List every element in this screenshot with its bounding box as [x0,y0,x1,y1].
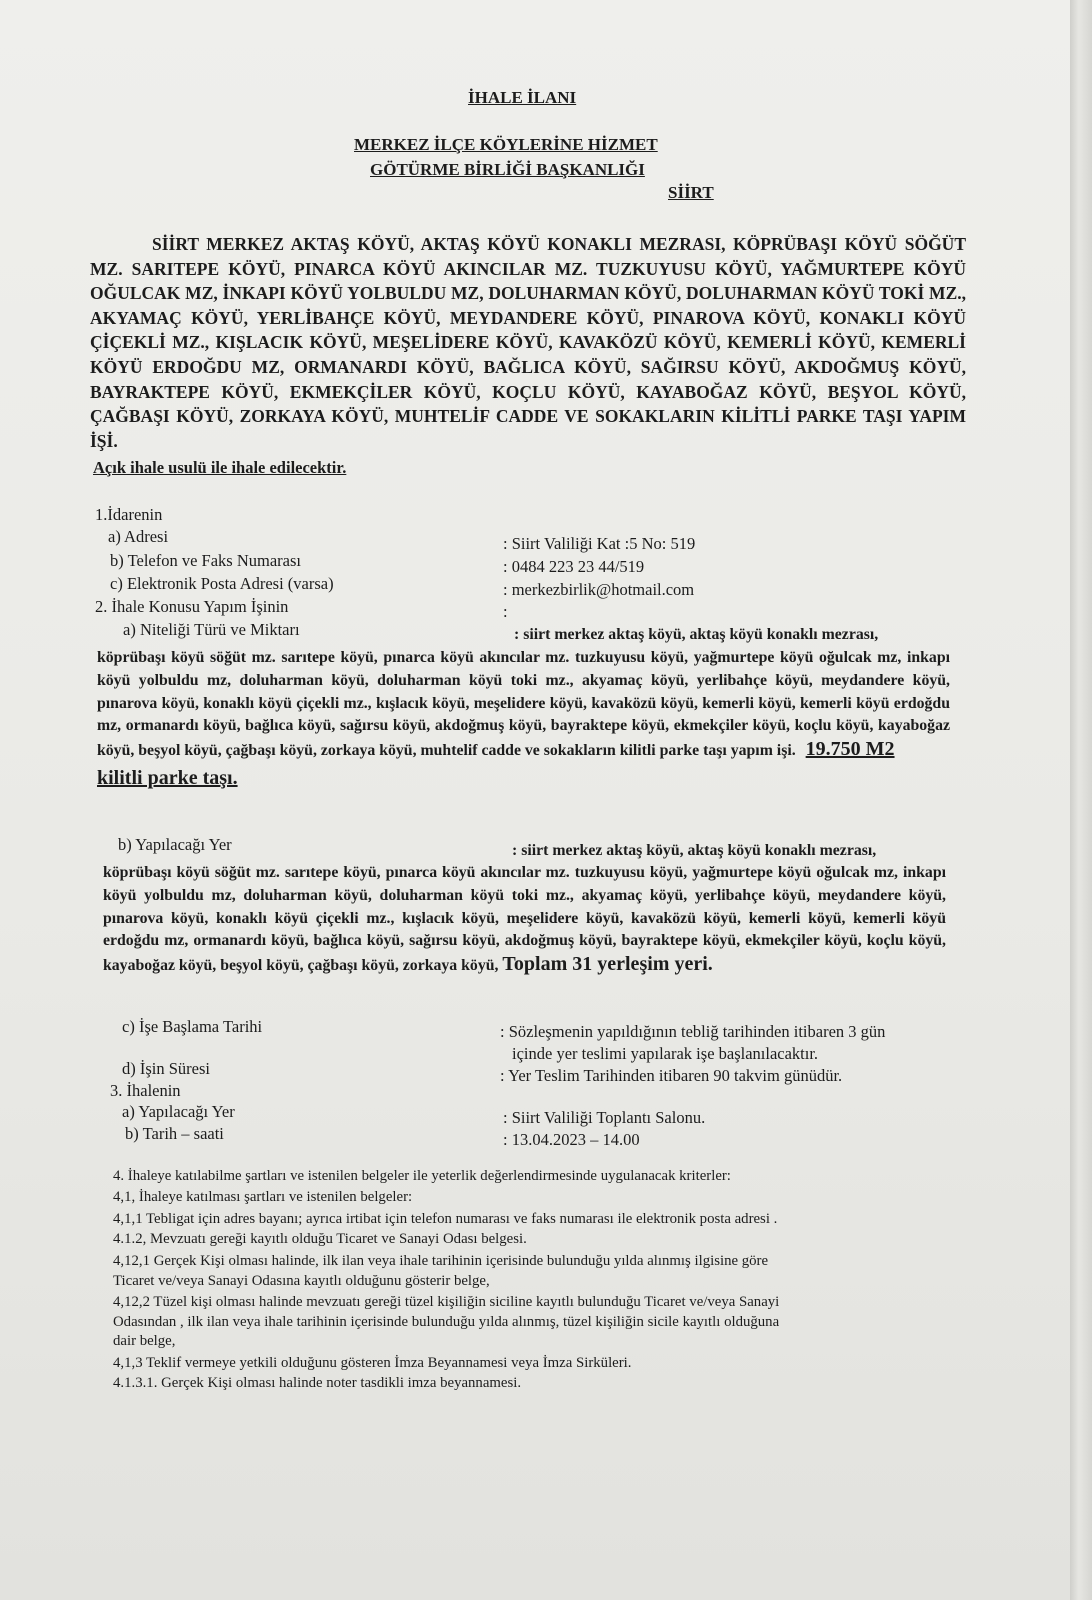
phone-value: : 0484 223 23 44/519 [503,557,645,576]
criteria-line: 4,1,1 Tebligat için adres bayanı; ayrıca irtibat için telefon numarası ve faks numarası ile elektronik posta adresi . [113,1211,778,1227]
yer-first-line: : siirt merkez aktaş köyü, aktaş köyü konaklı mezrası, [512,842,877,859]
address-value: : Siirt Valiliği Kat :5 No: 519 [503,534,696,553]
email-value: : merkezbirlik@hotmail.com [503,580,695,599]
ihale-yer-label: a) Yapılacağı Yer [122,1102,235,1121]
phone-label: b) Telefon ve Faks Numarası [110,551,301,570]
nitelik-label: a) Niteliği Türü ve Miktarı [123,620,300,639]
nitelik-first-line: : siirt merkez aktaş köyü, aktaş köyü konaklı mezrası, [514,626,879,643]
section-ihale-heading: 3. İhalenin [110,1081,181,1100]
nitelik-amount: 19.750 M2 [805,738,895,761]
section-konu-colon: : [503,602,508,621]
organization-city: SİİRT [668,183,714,202]
address-label: a) Adresi [108,527,169,546]
ihale-tarih-value: : 13.04.2023 – 14.00 [503,1130,640,1149]
organization-line-1: MERKEZ İLÇE KÖYLERİNE HİZMET [354,135,658,154]
yer-label: b) Yapılacağı Yer [118,835,232,854]
sure-label: d) İşin Süresi [122,1059,210,1078]
sure-value: : Yer Teslim Tarihinden itibaren 90 takvim günüdür. [500,1066,843,1085]
criteria-line: 4,12,2 Tüzel kişi olması halinde mevzuatı gereği tüzel kişiliğin siciline kayıtlı bulunduğu Ticaret ve/veya Sanayi [113,1294,780,1310]
baslama-value-line1: : Sözleşmenin yapıldığının tebliğ tarihinden itibaren 3 gün [500,1022,886,1041]
organization-line-2: GÖTÜRME BİRLİĞİ BAŞKANLIĞI [370,160,645,179]
criteria-line: 4. İhaleye katılabilme şartları ve istenilen belgeler ile yeterlik değerlendirmesinde uygulanacak kriterler: [113,1168,731,1184]
ihale-yer-value: : Siirt Valiliği Toplantı Salonu. [503,1108,706,1127]
baslama-label: c) İşe Başlama Tarihi [122,1017,263,1036]
criteria-line: Ticaret ve/veya Sanayi Odasına kayıtlı olduğunu gösterir belge, [113,1273,490,1289]
section-konu-heading: 2. İhale Konusu Yapım İşinin [95,597,289,616]
ihale-tarih-label: b) Tarih – saati [125,1124,224,1143]
criteria-line: 4.1.3.1. Gerçek Kişi olması halinde noter tasdikli imza beyannamesi. [113,1375,522,1391]
section-idare-heading: 1.İdarenin [95,505,163,524]
criteria-line: 4,1,3 Teklif vermeye yetkili olduğunu gösteren İmza Beyannamesi veya İmza Sirküleri. [113,1355,632,1371]
tender-subject: SİİRT MERKEZ AKTAŞ KÖYÜ, AKTAŞ KÖYÜ KONAKLI MEZRASI, KÖPRÜBAŞI KÖYÜ SÖĞÜT MZ. SARITEPE KÖYÜ, PINARCA KÖYÜ AKINCILAR MZ. TUZKUYUSU KÖYÜ, YAĞMURTEPE KÖYÜ OĞULCAK MZ, İNKAPI KÖYÜ YOLBULDU MZ, DOLUHARMAN KÖYÜ, DOLUHARMAN KÖYÜ TOKİ MZ., AKYAMAÇ KÖYÜ, YERLİBAHÇE KÖYÜ, MEYDANDERE KÖYÜ, PINAROVA KÖYÜ, KONAKLI KÖYÜ ÇİÇEKLİ MZ., KIŞLACIK KÖYÜ, MEŞELİDERE KÖYÜ, KAVAKÖZÜ KÖYÜ, KEMERLİ KÖYÜ, KEMERLİ KÖYÜ ERDOĞDU MZ, ORMANARDI KÖYÜ, BAĞLICA KÖYÜ, SAĞIRSU KÖYÜ, AKDOĞMUŞ KÖYÜ, BAYRAKTEPE KÖYÜ, EKMEKÇİLER KÖYÜ, KOÇLU KÖYÜ, KAYABOĞAZ KÖYÜ, BEŞYOL KÖYÜ, ÇAĞBAŞI KÖYÜ, ZORKAYA KÖYÜ, MUHTELİF CADDE VE SOKAKLARIN KİLİTLİ PARKE TAŞI YAPIM İŞİ. [90,234,966,451]
tender-method: Açık ihale usulü ile ihale edilecektir. [93,458,347,477]
document-title: İHALE İLANI [468,88,577,107]
yer-total: Toplam 31 yerleşim yeri. [502,953,713,976]
baslama-value-line2: içinde yer teslimi yapılarak işe başlanılacaktır. [512,1044,819,1063]
nitelik-text: köprübaşı köyü söğüt mz. sarıtepe köyü, pınarca köyü akıncılar mz. tuzkuyusu köyü, yağmurtepe köyü oğulcak mz, inkapı köyü yolbuldu mz, doluharman köyü, doluharman köyü toki mz., akyamaç köyü, yerlibahçe köyü, meydandere köyü, pınarova köyü, konaklı köyü çiçekli mz., kışlacık köyü, meşelidere köyü, kavaközü köyü, kemerli köyü, kemerli köyü erdoğdu mz, ormanardı köyü, bağlıca köyü, sağırsu köyü, akdoğmuş köyü, bayraktepe köyü, ekmekçiler köyü, koçlu köyü, kayaboğaz köyü, beşyol köyü, çağbaşı köyü, zorkaya köyü, muhtelif cadde ve sokakların kilitli parke taşı yapım işi. 19.750 M2 kilitli parke taşı. [97,649,950,789]
criteria-line: dair belge, [113,1333,176,1349]
criteria-line: 4.1.2, Mevzuatı gereği kayıtlı olduğu Ticaret ve Sanayi Odası belgesi. [113,1231,527,1247]
criteria-line: 4,1, İhaleye katılması şartları ve istenilen belgeler: [113,1189,413,1205]
nitelik-amount-tail: kilitli parke taşı. [97,766,238,789]
email-label: c) Elektronik Posta Adresi (varsa) [110,574,334,593]
criteria-line: Odasından , ilk ilan veya ihale tarihinin içerisinde bulunduğu yılda alınmış, tüzel kişiliğin sicile kayıtlı olduğuna [113,1314,780,1330]
criteria-line: 4,12,1 Gerçek Kişi olması halinde, ilk ilan veya ihale tarihinin içerisinde bulunduğu yılda alınmış ilgisine göre [113,1253,769,1269]
yer-text: köprübaşı köyü söğüt mz. sarıtepe köyü, pınarca köyü akıncılar mz. tuzkuyusu köyü, yağmurtepe köyü oğulcak mz, inkapı köyü yolbuldu mz, doluharman köyü, doluharman köyü toki mz., akyamaç köyü, yerlibahçe köyü, meydandere köyü, pınarova köyü, konaklı köyü çiçekli mz., kışlacık köyü, meşelidere köyü, kavaközü köyü, kemerli köyü, kemerli köyü erdoğdu mz, ormanardı köyü, bağlıca köyü, sağırsu köyü, akdoğmuş köyü, bayraktepe köyü, ekmekçiler köyü, koçlu köyü, kayaboğaz köyü, beşyol köyü, çağbaşı köyü, zorkaya köyü, Toplam 31 yerleşim yeri. [103,864,946,976]
page-edge-shadow [1070,0,1092,1600]
